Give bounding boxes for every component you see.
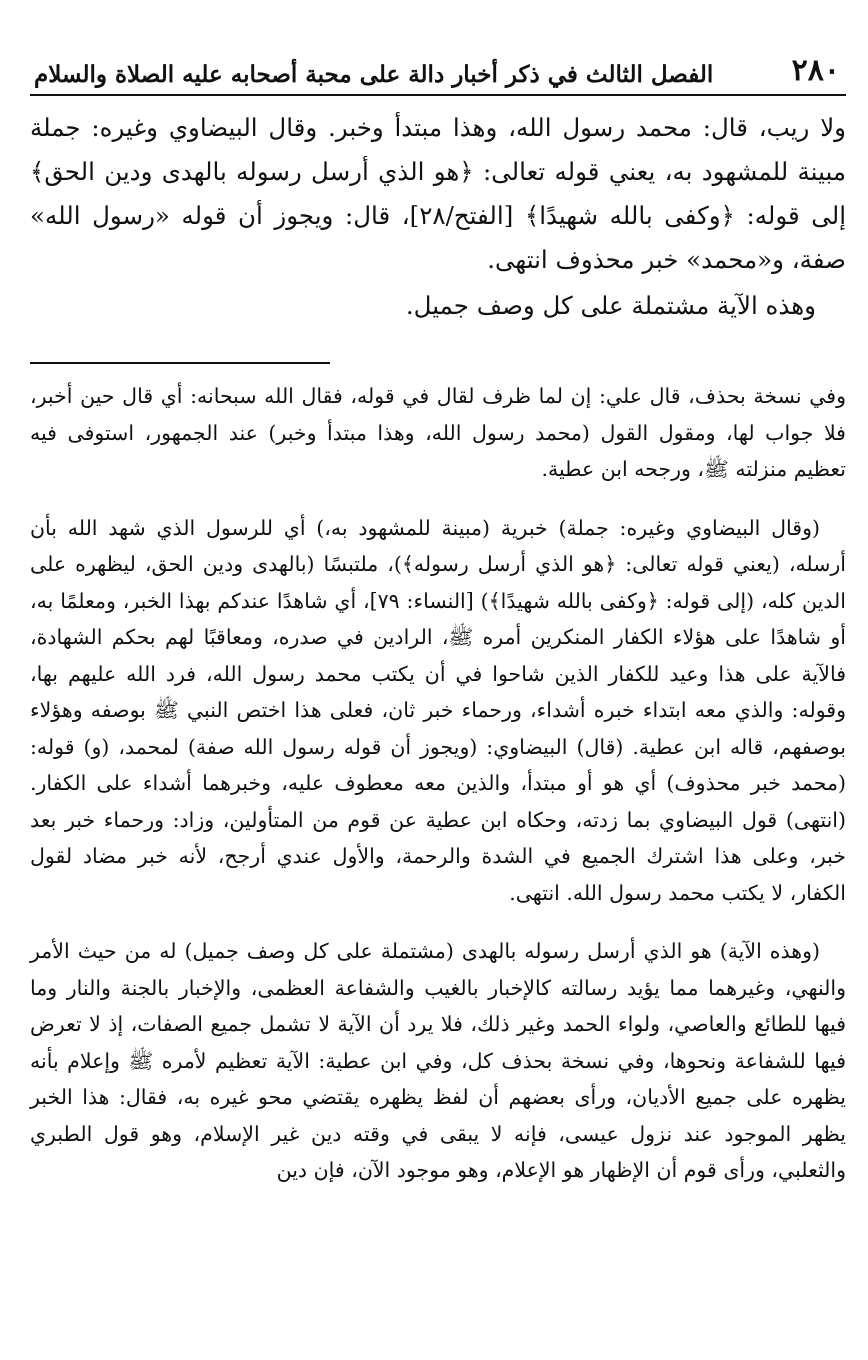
page-header	[30, 52, 846, 96]
main-paragraph-2: وهذه الآية مشتملة على كل وصف جميل.	[405, 291, 816, 320]
commentary-paragraph-2: (وقال البيضاوي وغيره: جملة) خبرية (مبينة للمشهود به،) أي للرسول الذي شهد الله بأن أرسله، (يعني قوله تعالى: ﴿هو الذي أرسل رسوله﴾)، ملتبسًا (بالهدى ودين الحق، ليظهره على الدين كله، (إلى قوله: ﴿وكفى بالله شهيدًا﴾) [النساء: ٧٩]، أي شاهدًا عندكم بهذا الخبر، ومعلمًا به، أو شاهدًا على هؤلاء الكفار المنكرين أمره ﷺ، الرادين في صدره، ومعاقبًا لهم بحكم الشهادة، فالآية على هذا وعيد للكفار الذين شاحوا في أن يكتب محمد رسول الله، فرد الله عليهم بها، وقوله: والذي معه ابتداء خبره أشداء، ورحماء خبر ثان، فعلى هذا اختص النبي ﷺ بوصفه وهؤلاء بوصفهم، قاله ابن عطية. (قال) البيضاوي: (ويجوز أن قوله رسول الله صفة) لمحمد، (و) قوله: (محمد خبر محذوف) أي هو أو مبتدأ، والذين معه معطوف عليه، وخبرهما أشداء على الكفار. (انتهى) قول البيضاوي بما زدته، وحكاه ابن عطية عن قوم من المتأولين، وزاد: ورحماء خبر بعد خبر، وعلى هذا اشترك الجميع في الشدة والرحمة، والأول عندي أرجح، لأنه خبر مضاد لقول الكفار، لا يكتب محمد رسول الله. انتهى.	[30, 515, 846, 905]
commentary	[30, 378, 846, 1189]
main-text	[30, 106, 846, 328]
commentary-paragraph-1: وفي نسخة بحذف، قال علي: إن لما ظرف لقال في قوله، فقال الله سبحانه: أي قال حين أخبر، فلا جواب لها، ومقول القول (محمد رسول الله، وهذا مبتدأ وخبر) عند الجمهور، استوفى فيه تعظيم منزلته ﷺ، ورجحه ابن عطية.	[30, 384, 846, 481]
main-paragraph-1: ولا ريب، قال: محمد رسول الله، وهذا مبتدأ وخبر. وقال البيضاوي وغيره: جملة مبينة للمشهود به، يعني قوله تعالى: ﴿هو الذي أرسل رسوله بالهدى ودين الحق﴾ إلى قوله: ﴿وكفى بالله شهيدًا﴾ [الفتح/٢٨]، قال: ويجوز أن قوله «رسول الله» صفة، و«محمد» خبر محذوف انتهى.	[30, 113, 846, 274]
page-number: ٢٨٠	[791, 53, 840, 88]
running-title: الفصل الثالث في ذكر أخبار دالة على محبة أصحابه عليه الصلاة والسلام	[34, 61, 714, 88]
footnote-separator	[30, 362, 330, 364]
commentary-paragraph-3: (وهذه الآية) هو الذي أرسل رسوله بالهدى (مشتملة على كل وصف جميل) له من حيث الأمر والنهي، وغيرهما مما يؤيد رسالته كالإخبار بالغيب والشفاعة العظمى، والإخبار بالجنة والنار وما فيها للطائع والعاصي، ولواء الحمد وغير ذلك، فلا يرد أن الآية لا تشمل جميع الصفات، إذ لا تعرض فيها للشفاعة ونحوها، وفي نسخة بحذف كل، وفي ابن عطية: الآية تعظيم لأمره ﷺ وإعلام بأنه يظهره على جميع الأديان، ورأى بعضهم أن لفظ يظهره يقتضي محو غيره به، فقال: هذا الخبر يظهر الموجود عند نزول عيسى، فإنه لا يبقى في وقته دين غير الإسلام، وهو قول الطبري والثعلبي، ورأى قوم أن الإظهار هو الإعلام، وهو موجود الآن، فإن دين	[30, 939, 846, 1182]
